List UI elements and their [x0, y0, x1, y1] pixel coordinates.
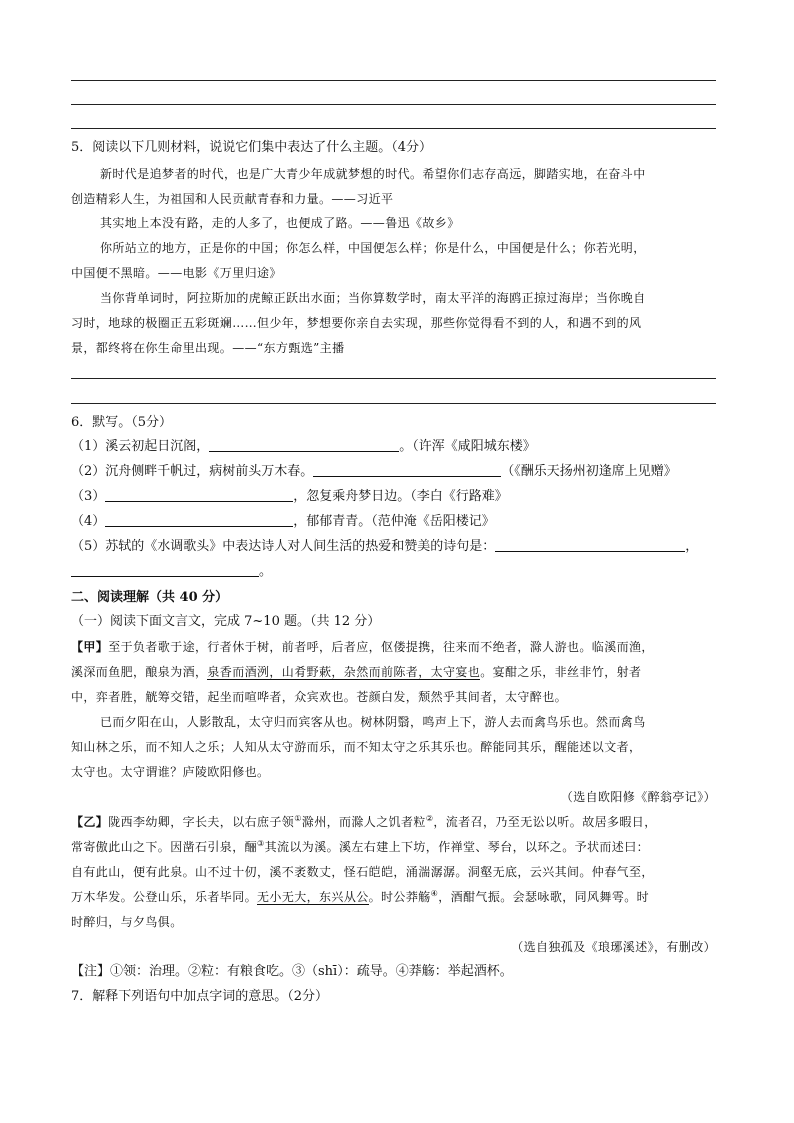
- fill-blank[interactable]: [105, 488, 293, 502]
- material-text: 其实地上本没有路，走的人多了，也便成了路。——鲁迅《故乡》: [100, 216, 460, 230]
- q6-stem: 6．默写。（5分）: [71, 415, 173, 430]
- answer-line[interactable]: [71, 403, 716, 404]
- section-title: 二、阅读理解（共 40 分）: [71, 590, 229, 605]
- passage-yi-line: 常寄傲此山之下。因凿石引泉，酾③其流以为溪。溪左右建上下坊，作禅堂、琴台，以环之。予状而述曰：: [71, 839, 649, 854]
- material-text: 中国便不黑暗。——电影《万里归途》: [71, 266, 282, 280]
- fill-blank[interactable]: [209, 438, 399, 452]
- passage-jia-line: 中，弈者胜，觥筹交错，起坐而喧哗者，众宾欢也。苍颜白发，颓然乎其间者，太守醉也。: [71, 690, 568, 704]
- answer-line: [71, 128, 716, 129]
- passage-jia-line: 知山林之乐，而不知人之乐；人知从太守游而乐，而不知太守之乐其乐也。醉能同其乐，醒能述以文者，: [71, 740, 642, 754]
- passage-jia-line: 太守也。太守谓谁？庐陵欧阳修也。: [71, 765, 270, 779]
- passage-yi-line: 万木华发。公登山乐，乐者毕同。无小无大，东兴从公。时公莽觞④，酒酣气振。会瑟咏歌，同风舞雩。时: [71, 889, 650, 904]
- answer-line: [71, 80, 716, 81]
- underlined-sentence: 泉香而酒洌，山肴野蔌，杂然而前陈者，太守宴也: [207, 665, 481, 679]
- source-citation: （选自独孤及《琅琊溪述》，有删改）: [511, 940, 716, 954]
- fill-blank[interactable]: [105, 513, 293, 527]
- dictation-item: （3） ，忽复乘舟梦日边。（李白《行路难》: [71, 489, 508, 504]
- passage-yi-line: 自有此山，便有此泉。山不过十仞，溪不袤数丈，怪石皑皑，涌湍潺潺。洞壑无底，云兴其间。仲春气至，: [71, 865, 654, 879]
- passage-jia-line: 已而夕阳在山，人影散乱，太守归而宾客从也。树林阴翳，鸣声上下，游人去而禽鸟乐也。然而禽鸟: [100, 715, 646, 729]
- q7-stem: 7．解释下列语句中加点字词的意思。（2分）: [71, 989, 329, 1004]
- answer-line[interactable]: [71, 378, 716, 379]
- dictation-item: （1）溪云初起日沉阁， 。（许浑《咸阳城东楼》: [71, 439, 536, 454]
- material-text: 习时，地球的极圈正五彩斑斓……但少年，梦想要你亲自去实现，那些你觉得看不到的人，和遇不到的风: [71, 316, 642, 330]
- underlined-sentence: 无小无大，东兴从公: [257, 890, 369, 904]
- passage-jia-line: 【甲】至于负者歌于途，行者休于树，前者呼，后者应，伛偻提携，往来而不绝者，滁人游也。临溪而渔，: [71, 640, 654, 654]
- annotation-note: 【注】①领：治理。②粒：有粮食吃。③（shī）：疏导。④莽觞：举起酒杯。: [71, 964, 513, 979]
- fill-blank[interactable]: [495, 538, 685, 552]
- source-citation: （选自欧阳修《醉翁亭记》）: [560, 790, 716, 804]
- passage-jia-line: 溪深而鱼肥，酿泉为酒，泉香而酒洌，山肴野蔌，杂然而前陈者，太守宴也。宴酣之乐，非丝非竹，射者: [71, 665, 642, 679]
- section-subtitle: （一）阅读下面文言文，完成 7~10 题。（共 12 分）: [71, 614, 381, 629]
- answer-line: [71, 104, 716, 105]
- fill-blank[interactable]: [313, 463, 501, 477]
- q5-stem: 5．阅读以下几则材料，说说它们集中表达了什么主题。（4分）: [71, 140, 433, 155]
- dictation-item: （2）沉舟侧畔千帆过，病树前头万木春。 （《酬乐天扬州初逢席上见赠》: [71, 464, 677, 479]
- material-text: 新时代是追梦者的时代，也是广大青少年成就梦想的时代。希望你们志存高远，脚踏实地，在奋斗中: [100, 167, 646, 181]
- dictation-item: （4） ，郁郁青青。（范仲淹《岳阳楼记》: [71, 514, 495, 529]
- dictation-item: （5）苏轼的《水调歌头》中表达诗人对人间生活的热爱和赞美的诗句是： ，: [71, 539, 699, 554]
- fill-blank[interactable]: [71, 563, 259, 577]
- passage-yi-line: 时醉归，与夕鸟俱。: [71, 915, 183, 929]
- material-text: 当你背单词时，阿拉斯加的虎鲸正跃出水面；当你算数学时，南太平洋的海鸥正掠过海岸；当你晚自: [100, 291, 646, 305]
- passage-yi-line: 【乙】陇西李幼卿，字长夫，以右庶子领①滁州，而滁人之饥者粒②，流者召，乃至无讼以听。故居多暇日，: [71, 814, 657, 829]
- dictation-item: 。: [71, 563, 721, 581]
- material-text: 景，都终将在你生命里出现。——“东方甄选”主播: [71, 341, 345, 355]
- material-text: 创造精彩人生，为祖国和人民贡献青春和力量。——习近平: [71, 192, 394, 206]
- material-text: 你所站立的地方，正是你的中国；你怎么样，中国便怎么样；你是什么，中国便是什么；你若光明，: [100, 241, 646, 255]
